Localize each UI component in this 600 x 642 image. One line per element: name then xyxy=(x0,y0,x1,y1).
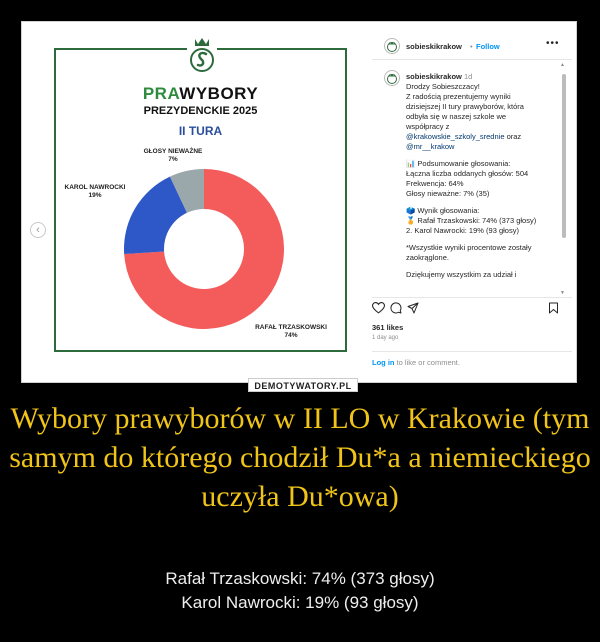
label-nawrocki-value: 19% xyxy=(88,192,102,199)
caption-age: 1d xyxy=(463,72,473,81)
scroll-up-arrow[interactable]: ▲ xyxy=(560,62,565,68)
caption-word: oraz xyxy=(506,132,522,141)
label-nawrocki xyxy=(60,184,130,200)
caption-username[interactable]: sobieskikrakow xyxy=(406,72,462,81)
caption-line: współpracy z xyxy=(406,122,450,131)
poster-title xyxy=(56,84,345,104)
caption-line: Z radością prezentujemy wyniki xyxy=(406,92,511,101)
login-text: to like or comment. xyxy=(396,358,460,367)
avatar[interactable] xyxy=(384,38,400,54)
label-nawrocki-name: KAROL NAWROCKI xyxy=(64,184,126,191)
poster-subtitle: PREZYDENCKIE 2025 xyxy=(143,105,258,117)
caption-line: 📊 Podsumowanie głosowania: xyxy=(406,159,511,168)
caption-line: Dziękujemy wszystkim za udział i xyxy=(406,270,517,279)
label-invalid-value: 7% xyxy=(168,156,178,163)
caption-line: Głosy nieważne: 7% (35) xyxy=(406,189,490,198)
caption-line: odbyła się w naszej szkole we xyxy=(406,112,507,121)
label-trzaskowski-value: 74% xyxy=(284,332,298,339)
mention-link[interactable]: @krakowskie_szkoly_srednie xyxy=(406,132,505,141)
actions-divider xyxy=(372,297,572,298)
follow-button[interactable]: Follow xyxy=(476,42,500,51)
caption-line: dzisiejszej II tury prawyborów, która xyxy=(406,102,524,111)
school-crest-icon xyxy=(187,36,217,74)
more-options-icon[interactable]: ••• xyxy=(546,38,560,49)
poster-title-rest: WYBORY xyxy=(179,84,259,103)
poster-image xyxy=(54,48,347,352)
label-invalid-name: GŁOSY NIEWAŻNE xyxy=(143,148,203,155)
login-prompt xyxy=(372,358,460,367)
caption-line: 🏅 Rafał Trzaskowski: 74% (373 głosy) xyxy=(406,216,537,225)
instagram-post xyxy=(372,32,572,377)
caption-line: *Wszystkie wyniki procentowe zostały xyxy=(406,243,532,252)
mention-link[interactable]: @mr__krakow xyxy=(406,142,455,151)
label-trzaskowski-name: RAFAŁ TRZASKOWSKI xyxy=(255,324,327,331)
header-divider xyxy=(372,59,572,60)
comment-icon[interactable] xyxy=(390,302,402,314)
post-age: 1 day ago xyxy=(372,335,399,341)
header-separator: • xyxy=(470,42,473,51)
bookmark-icon[interactable] xyxy=(548,302,559,314)
poster-round: II TURA xyxy=(178,124,223,138)
donut-chart xyxy=(122,167,286,331)
scroll-down-arrow[interactable]: ▼ xyxy=(560,290,565,296)
caption-line: Frekwencja: 64% xyxy=(406,179,464,188)
login-divider xyxy=(372,351,572,352)
scrollbar[interactable] xyxy=(562,68,566,294)
caption-line: 2. Karol Nawrocki: 19% (93 głosy) xyxy=(406,226,519,235)
caption-avatar[interactable] xyxy=(384,70,400,86)
subtitle-line: Rafał Trzaskowski: 74% (373 głosy) xyxy=(165,569,435,588)
caption-line: 🗳️ Wynik głosowania: xyxy=(406,206,480,215)
chevron-left-icon[interactable]: ‹ xyxy=(30,222,46,238)
caption-line: Łączna liczba oddanych głosów: 504 xyxy=(406,169,529,178)
label-invalid xyxy=(138,148,208,164)
share-icon[interactable] xyxy=(407,302,419,314)
caption xyxy=(406,72,568,288)
caption-line: Drodzy Sobieszczacy! xyxy=(406,82,480,91)
demotivator-subtitle xyxy=(0,567,600,615)
login-link[interactable]: Log in xyxy=(372,358,395,367)
demotivator-title: Wybory prawyborów w II LO w Krakowie (tym samym do którego chodził Du*a a niemieckiego uczyła Du*owa) xyxy=(9,402,591,513)
likes-count[interactable]: 361 likes xyxy=(372,323,404,332)
heart-icon[interactable] xyxy=(372,302,385,314)
subtitle-line: Karol Nawrocki: 19% (93 głosy) xyxy=(181,593,419,612)
header-username[interactable]: sobieskikrakow xyxy=(406,42,462,51)
watermark: DEMOTYWATORY.PL xyxy=(248,378,358,392)
scrollbar-thumb[interactable] xyxy=(562,74,566,238)
caption-line: zaokrąglone. xyxy=(406,253,449,262)
poster-title-green: PRA xyxy=(142,84,180,103)
